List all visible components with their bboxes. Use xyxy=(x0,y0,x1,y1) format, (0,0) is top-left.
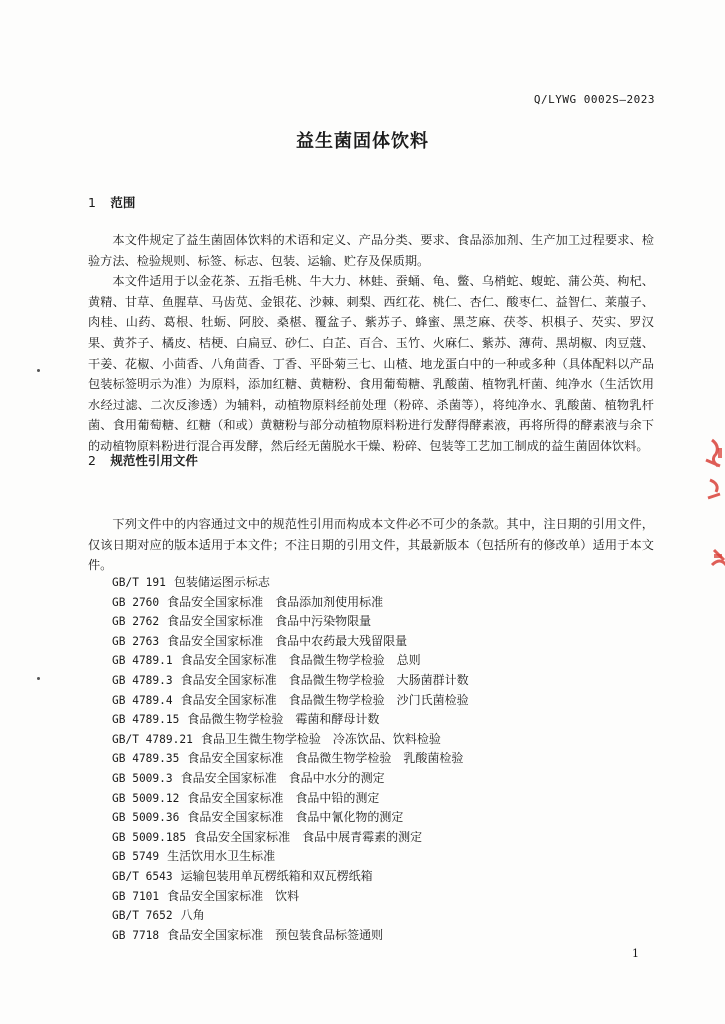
reference-item xyxy=(112,573,469,593)
reference-item xyxy=(112,808,469,828)
reference-code: GB 7718 xyxy=(112,928,160,942)
reference-name: 包装储运图示标志 xyxy=(173,575,270,589)
section-1-heading xyxy=(88,193,135,211)
reference-item xyxy=(112,691,469,711)
reference-item xyxy=(112,671,469,691)
reference-name: 生活饮用水卫生标准 xyxy=(167,849,276,864)
reference-name: 食品安全国家标准 食品微生物学检验 总则 xyxy=(180,653,421,668)
reference-code: GB 2762 xyxy=(112,615,160,629)
reference-name: 食品安全国家标准 食品微生物学检验 沙门氏菌检验 xyxy=(180,692,469,707)
section-2-number: 2 xyxy=(88,453,96,468)
reference-code: GB 5009.3 xyxy=(112,771,173,785)
reference-code: GB 2763 xyxy=(112,634,160,648)
reference-item xyxy=(112,632,469,652)
punch-hole-mark xyxy=(37,369,40,372)
reference-code: GB 4789.1 xyxy=(112,654,173,668)
section-2-heading xyxy=(88,451,198,469)
reference-name: 食品安全国家标准 食品微生物学检验 大肠菌群计数 xyxy=(180,672,469,687)
reference-name: 食品安全国家标准 食品添加剂使用标准 xyxy=(167,594,384,609)
reference-name: 食品安全国家标准 食品中铅的测定 xyxy=(187,790,380,805)
scope-paragraph-2: 本文件适用于以金花茶、五指毛桃、牛大力、林蛙、蚕蛹、龟、鳖、乌梢蛇、蝮蛇、蒲公英、枸杞、黄精、甘草、鱼腥草、马齿苋、金银花、沙棘、刺梨、西红花、桃仁、杏仁、酸枣仁、益智仁、莱菔子、肉桂、山药、葛根、牡蛎、阿胶、桑椹、覆盆子、紫苏子、蜂蜜、黑芝麻、茯苓、枳椇子、芡实、罗汉果、黄芥子、橘皮、桔梗、白扁豆、砂仁、白芷、百合、玉竹、火麻仁、紫苏、薄荷、黑胡椒、肉豆蔻、干姜、花椒、小茴香、八角茴香、丁香、平卧菊三七、山楂、地龙蛋白中的一种或多种（具体配料以产品包装标签明示为准）为原料，添加红糖、黄糖粉、食用葡萄糖、乳酸菌、植物乳杆菌、纯净水（生活饮用水经过滤、二次反渗透）为辅料，动植物原料经前处理（粉碎、杀菌等），将纯净水、乳酸菌、植物乳杆菌、食用葡萄糖、红糖（和或）黄糖粉与部分动植物原料粉进行发酵得酵素液，再将所得的酵素液与余下的动植物原料粉进行混合再发酵，然后经无菌脱水干燥、粉碎、包装等工艺加工制成的益生菌固体饮料。 xyxy=(88,274,654,453)
reference-item xyxy=(112,828,469,848)
reference-item xyxy=(112,749,469,769)
reference-code: GB 5009.185 xyxy=(112,830,187,844)
reference-item xyxy=(112,730,469,750)
reference-item xyxy=(112,769,469,789)
page-number: 1 xyxy=(632,947,639,960)
reference-code: GB/T 191 xyxy=(112,576,166,589)
red-seal-stamp xyxy=(700,420,725,580)
reference-code: GB 4789.35 xyxy=(112,752,180,766)
reference-name: 食品安全国家标准 食品中水分的测定 xyxy=(180,770,385,785)
reference-code: GB 4789.3 xyxy=(112,673,173,687)
reference-name: 食品安全国家标准 预包装食品标签通则 xyxy=(167,927,384,942)
document-code: Q/LYWG 0002S—2023 xyxy=(533,93,655,106)
references-intro-paragraph: 下列文件中的内容通过文中的规范性引用而构成本文件必不可少的条款。其中，注日期的引用文件，仅该日期对应的版本适用于本文件；不注日期的引用文件，其最新版本（包括所有的修改单）适用于本文件。 xyxy=(88,517,654,573)
reference-code: GB 4789.15 xyxy=(112,713,180,727)
punch-hole-mark xyxy=(37,677,40,680)
reference-code: GB 5009.36 xyxy=(112,811,180,825)
reference-code: GB/T 6543 xyxy=(112,869,173,883)
reference-item xyxy=(112,789,469,809)
reference-item xyxy=(112,867,469,887)
reference-item xyxy=(112,847,469,867)
reference-name: 食品卫生微生物学检验 冷冻饮品、饮料检验 xyxy=(200,731,441,746)
reference-name: 食品安全国家标准 食品中氰化物的测定 xyxy=(187,810,404,825)
reference-item xyxy=(112,612,469,632)
reference-item xyxy=(112,651,469,671)
reference-code: GB 4789.4 xyxy=(112,693,173,707)
section-1-title: 范围 xyxy=(110,195,136,210)
section-2-title: 规范性引用文件 xyxy=(110,453,198,468)
reference-name: 运输包装用单瓦楞纸箱和双瓦楞纸箱 xyxy=(180,868,373,883)
reference-item xyxy=(112,906,469,926)
reference-name: 食品安全国家标准 食品微生物学检验 乳酸菌检验 xyxy=(187,751,464,766)
reference-name: 八角 xyxy=(180,908,205,923)
reference-code: GB 7101 xyxy=(112,889,160,903)
reference-item xyxy=(112,710,469,730)
reference-name: 食品微生物学检验 霉菌和酵母计数 xyxy=(187,712,380,727)
section-1-body xyxy=(88,230,654,457)
reference-name: 食品安全国家标准 食品中展青霉素的测定 xyxy=(194,829,423,844)
reference-name: 食品安全国家标准 饮料 xyxy=(167,888,300,903)
reference-list xyxy=(112,573,469,945)
document-title: 益生菌固体饮料 xyxy=(296,131,429,152)
reference-code: GB/T 4789.21 xyxy=(112,732,193,746)
reference-name: 食品安全国家标准 食品中农药最大残留限量 xyxy=(167,633,408,648)
reference-code: GB 5749 xyxy=(112,850,160,864)
reference-code: GB 2760 xyxy=(112,595,160,609)
reference-code: GB/T 7652 xyxy=(112,909,173,923)
reference-item xyxy=(112,887,469,907)
section-1-number: 1 xyxy=(88,195,96,210)
section-2-intro xyxy=(88,514,654,576)
reference-name: 食品安全国家标准 食品中污染物限量 xyxy=(167,614,372,629)
scope-paragraph-1: 本文件规定了益生菌固体饮料的术语和定义、产品分类、要求、食品添加剂、生产加工过程要求、检验方法、检验规则、标签、标志、包装、运输、贮存及保质期。 xyxy=(88,233,654,268)
reference-item xyxy=(112,926,469,946)
reference-code: GB 5009.12 xyxy=(112,791,180,805)
reference-item xyxy=(112,593,469,613)
